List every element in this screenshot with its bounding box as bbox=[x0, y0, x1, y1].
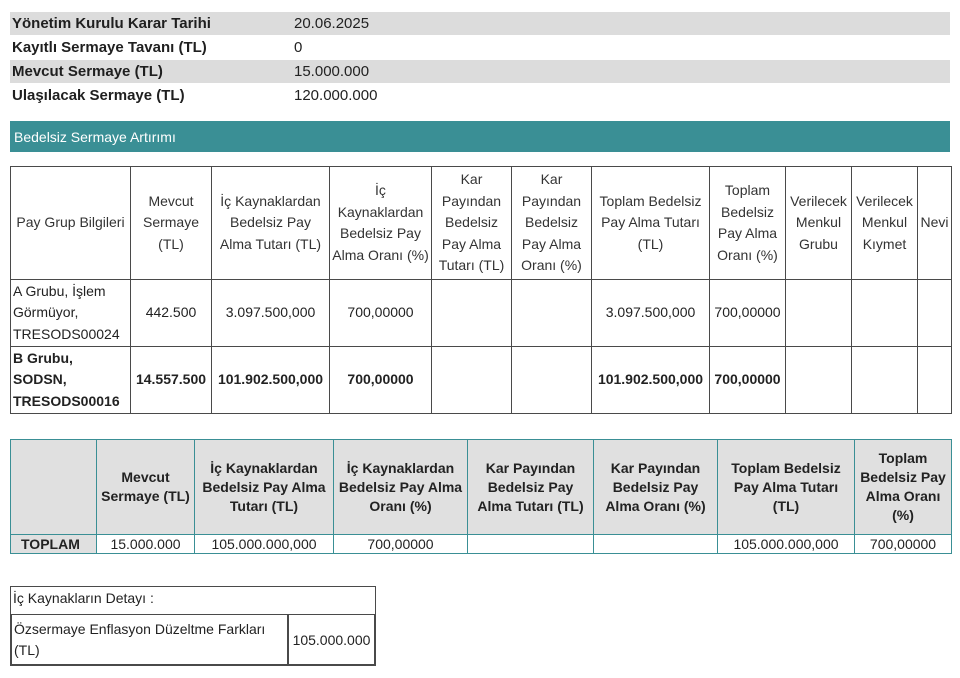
share-group-table bbox=[10, 166, 952, 414]
column-header: Kar Payından Bedelsiz Pay Alma Tutarı (TL) bbox=[432, 167, 512, 280]
column-header: Toplam Bedelsiz Pay Alma Tutarı (TL) bbox=[592, 167, 710, 280]
detail-item-value: 105.000.000 bbox=[288, 614, 375, 665]
summary-label: Mevcut Sermaye (TL) bbox=[12, 63, 163, 80]
table-row bbox=[11, 280, 952, 347]
table-cell bbox=[594, 535, 718, 554]
table-cell: 3.097.500,000 bbox=[592, 280, 710, 347]
internal-resources-detail bbox=[10, 586, 376, 666]
table-cell: 15.000.000 bbox=[97, 535, 195, 554]
summary-row-registered-capital bbox=[10, 36, 950, 59]
column-header: Kar Payından Bedelsiz Pay Alma Oranı (%) bbox=[512, 167, 592, 280]
summary-value: 0 bbox=[294, 39, 303, 56]
column-header: Verilecek Menkul Grubu bbox=[786, 167, 852, 280]
table-cell: 105.000.000,000 bbox=[718, 535, 855, 554]
table-cell bbox=[432, 280, 512, 347]
column-header: Toplam Bedelsiz Pay Alma Tutarı (TL) bbox=[718, 440, 855, 535]
summary-value: 120.000.000 bbox=[294, 87, 378, 104]
column-header: Kar Payından Bedelsiz Pay Alma Tutarı (TL) bbox=[468, 440, 594, 535]
table-cell bbox=[512, 347, 592, 414]
totals-row bbox=[11, 535, 952, 554]
column-header: İç Kaynaklardan Bedelsiz Pay Alma Oranı (%) bbox=[334, 440, 468, 535]
table-cell: 700,00000 bbox=[710, 280, 786, 347]
table-cell bbox=[918, 347, 952, 414]
table-header-row bbox=[11, 440, 952, 535]
column-header: Toplam Bedelsiz Pay Alma Oranı (%) bbox=[710, 167, 786, 280]
totals-label: TOPLAM bbox=[11, 535, 97, 554]
table-cell bbox=[468, 535, 594, 554]
table-cell bbox=[512, 280, 592, 347]
column-header: İç Kaynaklardan Bedelsiz Pay Alma Tutarı (TL) bbox=[195, 440, 334, 535]
table-cell: A Grubu, İşlem Görmüyor, TRESODS00024 bbox=[11, 280, 131, 347]
table-cell bbox=[852, 280, 918, 347]
column-header: İç Kaynaklardan Bedelsiz Pay Alma Tutarı (TL) bbox=[212, 167, 330, 280]
table-cell: 442.500 bbox=[131, 280, 212, 347]
detail-title: İç Kaynakların Detayı : bbox=[13, 590, 154, 606]
summary-row-target-capital bbox=[10, 84, 950, 107]
table-cell bbox=[852, 347, 918, 414]
summary-value: 20.06.2025 bbox=[294, 15, 370, 32]
column-header: Verilecek Menkul Kıymet bbox=[852, 167, 918, 280]
table-cell bbox=[432, 347, 512, 414]
column-header: Nevi bbox=[918, 167, 952, 280]
table-row bbox=[11, 347, 952, 414]
table-cell: 105.000.000,000 bbox=[195, 535, 334, 554]
table-cell bbox=[786, 347, 852, 414]
column-header: Kar Payından Bedelsiz Pay Alma Oranı (%) bbox=[594, 440, 718, 535]
table-cell: 700,00000 bbox=[334, 535, 468, 554]
table-cell bbox=[786, 280, 852, 347]
column-header: Pay Grup Bilgileri bbox=[11, 167, 131, 280]
summary-label: Ulaşılacak Sermaye (TL) bbox=[12, 87, 185, 104]
table-cell: 101.902.500,000 bbox=[592, 347, 710, 414]
column-header: Toplam Bedelsiz Pay Alma Oranı (%) bbox=[855, 440, 952, 535]
summary-value: 15.000.000 bbox=[294, 63, 370, 80]
table-cell: 101.902.500,000 bbox=[212, 347, 330, 414]
totals-table bbox=[10, 439, 952, 554]
column-header: İç Kaynaklardan Bedelsiz Pay Alma Oranı (%) bbox=[330, 167, 432, 280]
summary-label: Kayıtlı Sermaye Tavanı (TL) bbox=[12, 39, 207, 56]
column-header: Mevcut Sermaye (TL) bbox=[131, 167, 212, 280]
table-cell: 700,00000 bbox=[855, 535, 952, 554]
table-cell: 700,00000 bbox=[330, 280, 432, 347]
table-cell: 14.557.500 bbox=[131, 347, 212, 414]
column-header bbox=[11, 440, 97, 535]
table-cell: 700,00000 bbox=[330, 347, 432, 414]
section-title-bar: Bedelsiz Sermaye Artırımı bbox=[10, 121, 950, 152]
column-header: Mevcut Sermaye (TL) bbox=[97, 440, 195, 535]
table-cell: 700,00000 bbox=[710, 347, 786, 414]
table-cell: 3.097.500,000 bbox=[212, 280, 330, 347]
table-cell bbox=[918, 280, 952, 347]
summary-row-current-capital bbox=[10, 60, 950, 83]
table-header-row bbox=[11, 167, 952, 280]
table-cell: B Grubu, SODSN, TRESODS00016 bbox=[11, 347, 131, 414]
summary-label: Yönetim Kurulu Karar Tarihi bbox=[12, 15, 211, 32]
summary-row-board-date bbox=[10, 12, 950, 35]
detail-item-label: Özsermaye Enflasyon Düzeltme Farkları (TL) bbox=[11, 614, 288, 665]
